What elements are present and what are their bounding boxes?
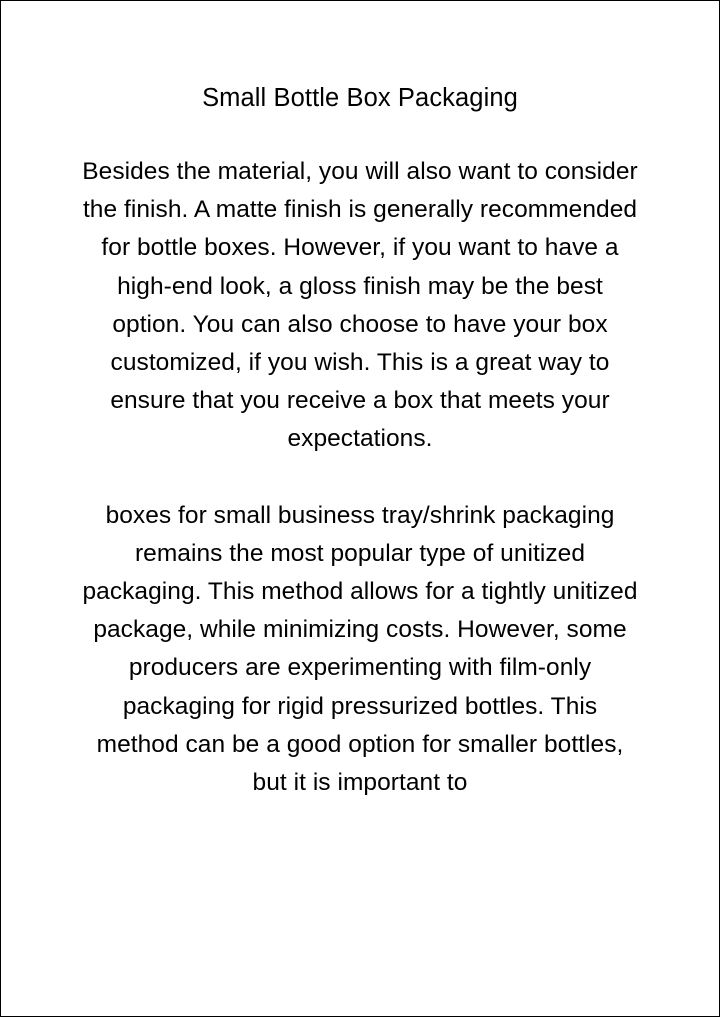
document-content	[79, 79, 641, 802]
page-title: Small Bottle Box Packaging	[202, 84, 518, 112]
title-spacer	[79, 117, 641, 153]
paragraph-spacer	[79, 459, 641, 497]
body-paragraph-1: Besides the material, you will also want to consider the finish. A matte finish is generally recommended for bottle boxes. However, if you want to have a high-end look, a gloss finish may be the best option. You can also choose to have your box customized, if you wish. This is a great way to ensure that you receive a box that meets your expectations.	[82, 158, 638, 453]
body-paragraph-2: boxes for small business tray/shrink packaging remains the most popular type of unitized packaging. This method allows for a tightly unitized package, while minimizing costs. However, some producers are experimenting with film-only packaging for rigid pressurized bottles. This method can be a good option for smaller bottles, but it is important to	[82, 501, 638, 797]
